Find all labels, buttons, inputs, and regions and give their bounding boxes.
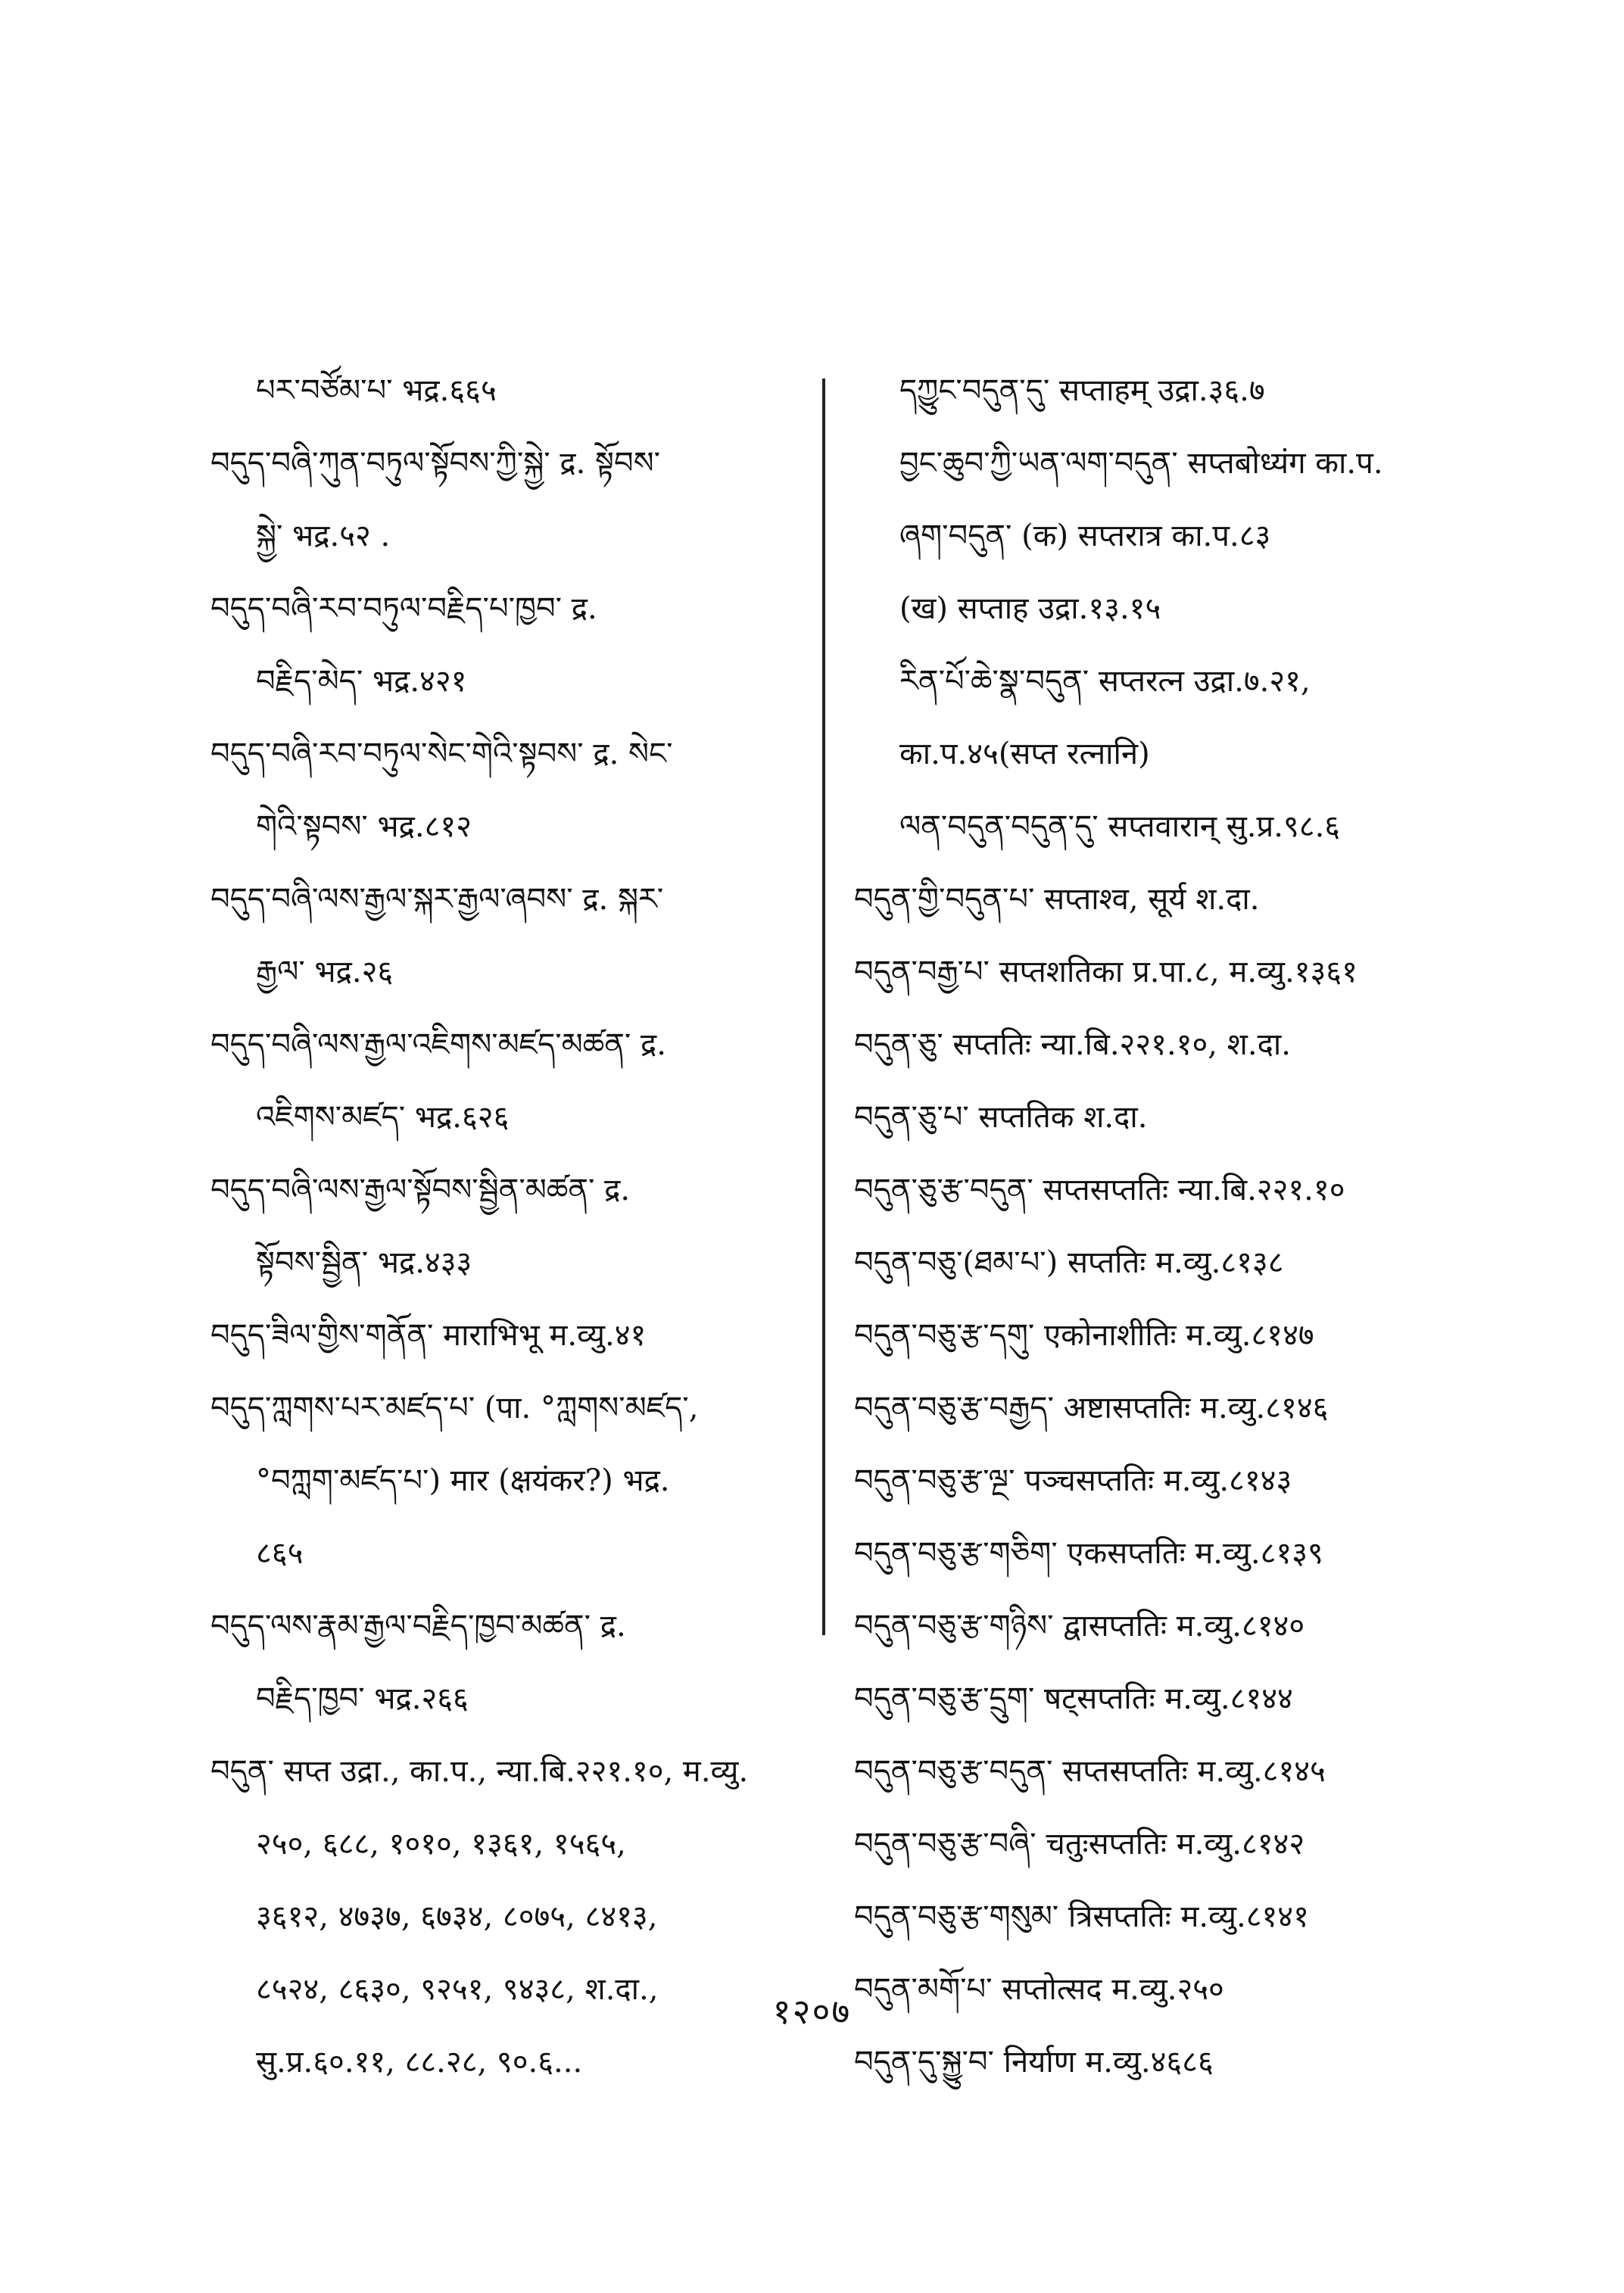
left-entry-line: བདུད་ལས་རྣམ་རྒྱལ་བརྗིད་ཁྱབ་མཚན་ द्र.	[210, 1609, 626, 1643]
left-entry-line: སྐྱེ་ भद्र.५२ .	[256, 519, 391, 553]
right-entry-line: བདུན་བཅུ་རྩ་བཞི་ चतुःसप्ततिः म.व्यु.८१४२	[854, 1827, 1305, 1862]
left-entry-line: ३६१२, ४७३७, ६७३४, ८०७५, ८४१३,	[256, 1899, 658, 1934]
left-entry-line: བདུད་ཟིལ་གྱིས་གནོན་ माराभिभू म.व्यु.४१	[210, 1318, 647, 1353]
left-entry-line: བདུད་བཞི་ལས་རྒྱལ་འཇིགས་མཛད་མཚན་ द्र.	[210, 1027, 666, 1062]
right-entry-line: བདུན་ཅུ་རྩ་བདུན་ सप्तसप्ततिः न्या.बि.२२१.१०	[854, 1173, 1345, 1207]
right-entry-line: བདུན་མགོ་པ་ सप्तोत्सद म.व्यु.२५०	[854, 1972, 1224, 2007]
left-entry-line: २५०, ६८८, १०१०, १३६१, १५६५,	[256, 1827, 626, 1862]
left-entry-line: བརྗིད་མེད་ भद्र.४२१	[256, 664, 467, 699]
right-entry-line: का.प.४५(सप्त रत्नानि)	[899, 737, 1150, 771]
right-entry-line: བདུན་བཅུ་རྩ་ལྔ་ पञ्चसप्ततिः म.व्यु.८१४३	[854, 1463, 1292, 1498]
right-entry-line: བདུན་དུ་སྐྱུ་བ་ निर्याण म.व्यु.४६८६	[854, 2045, 1214, 2080]
right-entry-line: བདུན་གྱི་བདུན་པ་ सप्ताश्व, सूर्य श.दा.	[854, 882, 1260, 917]
left-entry-line: ८५२४, ८६३०, ९२५१, ९४३८, श.दा.,	[256, 1972, 659, 2007]
right-entry-line: ཞག་བདུན་ (क) सप्तरात्र का.प.८३	[899, 519, 1271, 553]
right-entry-line: བདུན་ཅུ་ सप्ततिः न्या.बि.२२१.१०, श.दा.	[854, 1027, 1291, 1062]
page-number: १२०७	[772, 1991, 852, 2032]
right-entry-line: རིན་པོ་ཆེ་སྣ་བདུན་ सप्तरत्न उद्रा.७.२१,	[899, 664, 1311, 699]
left-entry-line: པར་བཙོམ་པ་ भद्र.६६५	[256, 373, 497, 408]
left-entry-line: བདུད་བཞི་ལས་རྒྱལ་སྐར་རྒྱལ་ཞབས་ द्र. སྐར་	[210, 882, 664, 917]
left-entry-line: °བཀླག་མཛད་པ་) मार (क्षयंकर?) भद्र.	[256, 1463, 670, 1498]
right-entry-line: བདུན་བརྒྱ་པ་ सप्तशतिका प्र.पा.८, म.व्यु.१३६१	[854, 955, 1357, 989]
left-entry-line: བདུད་བཞི་ལས་རྒྱལ་སྟོབས་སྦྱིན་མཚན་ द्र.	[210, 1173, 631, 1207]
left-entry-line: འཇིགས་མཛད་ भद्र.६२६	[256, 1100, 510, 1135]
column-divider	[822, 379, 825, 1635]
left-entry-line: སྟོབས་སྦྱིན་ भद्र.४३३	[256, 1245, 472, 1280]
right-entry-line: བདུན་བཅུ་རྩ་དགུ་ एकोनाशीतिः म.व्यु.८१४७	[854, 1318, 1314, 1353]
left-entry-line: ८६५	[256, 1536, 304, 1571]
right-entry-line: བདུན་བཅུ་(ཐམ་པ་) सप्ततिः म.व्यु.८१३८	[854, 1245, 1284, 1280]
right-entry-line: བདུན་བཅུ་རྩ་གཉིས་ द्वासप्ततिः म.व्यु.८१४०	[854, 1609, 1305, 1643]
left-entry-line: བདུད་ཀླགས་པར་མཛད་པ་ (पा. °ཀླགས་མཛད་,	[210, 1391, 699, 1425]
right-entry-line: (ख) सप्ताह उद्रा.१३.१५	[899, 591, 1161, 626]
right-entry-line: བདུན་བཅུ་རྩ་བརྒྱད་ अष्टासप्ततिः म.व्यु.८१४६	[854, 1391, 1329, 1425]
left-entry-line: བརྗིད་ཁྱབ་ भद्र.२६६	[256, 1681, 469, 1716]
left-entry-line: བདུད་བཞི་རབ་བཏུལ་སེང་གེའི་སྟབས་ द्र. སེང་	[210, 737, 673, 771]
left-entry-line: བདུད་བཞི་ཀུན་བཏུལ་སྟོབས་ཀྱི་སྐྱེ་ द्र. སྟོབས་	[210, 446, 661, 481]
left-entry-line: सु.प्र.६०.११, ८८.२८, ९०.६...	[256, 2045, 583, 2080]
right-entry-line: བདུན་བཅུ་རྩ་གསུམ་ त्रिसप्ततिः म.व्यु.८१४१	[854, 1899, 1309, 1934]
right-entry-line: བདུན་ཅུ་པ་ सप्ततिक श.दा.	[854, 1100, 1148, 1135]
left-entry-line: གེའི་སྟབས་ भद्र.८१२	[256, 809, 472, 844]
left-entry-line: བདུན་ सप्त उद्रा., का.प., न्या.बि.२२१.१०, म.व्यु.	[210, 1754, 749, 1789]
right-entry-line: བྱང་ཆུབ་ཀྱི་ཡན་ལག་བདུན་ सप्तबोध्यंग का.प.	[899, 446, 1383, 481]
right-entry-line: དཀྱུང་བདུན་དུ་ सप्ताहम् उद्रा.३६.७	[899, 373, 1265, 408]
right-entry-line: བདུན་བཅུ་རྩ་བདུན་ सप्तसप्ततिः म.व्यु.८१४५	[854, 1754, 1326, 1789]
left-entry-line: བདུད་བཞི་རབ་བཏུལ་བརྗིད་པ་ཁྱབ་ द्र.	[210, 591, 597, 626]
right-entry-line: ལན་བདུན་བདུན་དུ་ सप्तवारान् सु.प्र.९८.६	[899, 809, 1341, 844]
right-entry-line: བདུན་བཅུ་རྩ་དྲུག་ षट्सप्ततिः म.व्यु.८१४४	[854, 1681, 1293, 1716]
left-entry-line: རྒྱལ་ भद्र.२६	[256, 955, 394, 989]
right-entry-line: བདུན་བཅུ་རྩ་གཅིག་ एकसप्ततिः म.व्यु.८१३९	[854, 1536, 1323, 1571]
